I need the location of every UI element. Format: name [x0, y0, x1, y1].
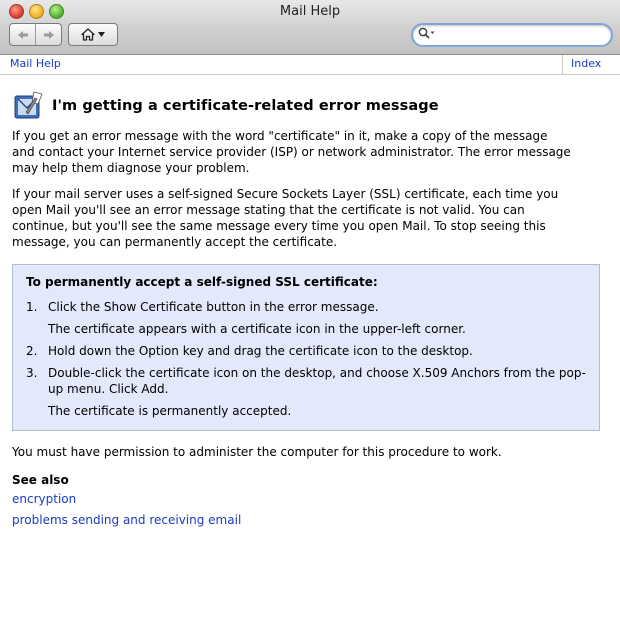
- home-button[interactable]: [68, 23, 118, 46]
- step-3-result: The certificate is permanently accepted.: [48, 404, 292, 418]
- page-title: I'm getting a certificate-related error message: [52, 98, 439, 114]
- divider: [562, 55, 563, 74]
- see-also-link-problems-email[interactable]: problems sending and receiving email: [12, 513, 242, 527]
- step-number: 1.: [26, 300, 38, 314]
- permission-note: You must have permission to administer the computer for this procedure to work.: [12, 445, 502, 459]
- help-content: [12, 84, 608, 527]
- step-1-result: The certificate appears with a certificate icon in the upper-left corner.: [48, 322, 466, 336]
- step-number: 2.: [26, 344, 38, 358]
- intro-paragraph: If you get an error message with the word "certificate" in it, make a copy of the message and contact your Internet service provider (ISP) or network administrator. The error message may help them diagnose your problem.: [12, 129, 571, 175]
- forward-arrow-icon: [43, 30, 55, 40]
- mail-app-icon: [12, 90, 44, 122]
- back-button[interactable]: [10, 24, 35, 45]
- search-input[interactable]: [441, 27, 605, 43]
- dropdown-arrow-icon: [98, 32, 105, 37]
- step-number: 3.: [26, 366, 38, 380]
- step-text: Hold down the Option key and drag the certificate icon to the desktop.: [48, 344, 473, 358]
- see-also-link-encryption[interactable]: encryption: [12, 492, 77, 506]
- back-arrow-icon: [17, 30, 29, 40]
- search-field[interactable]: [411, 23, 613, 47]
- step-text: Click the Show Certificate button in the error message.: [48, 300, 379, 314]
- forward-button[interactable]: [35, 24, 61, 45]
- back-forward-control: [9, 23, 62, 46]
- ssl-paragraph: If your mail server uses a self-signed Secure Sockets Layer (SSL) certificate, each time you open Mail you'll see an error message stating that the certificate is not valid. You can continue, but you'll see the same message every time you open Mail. To stop seeing this message, you can permanently accept the certificate.: [12, 187, 559, 249]
- toolbar: [0, 0, 620, 55]
- breadcrumb-mail-help[interactable]: Mail Help: [10, 57, 61, 70]
- window-title: Mail Help: [279, 4, 341, 19]
- index-link[interactable]: Index: [571, 57, 602, 70]
- search-icon: [418, 27, 436, 39]
- see-also-heading: See also: [12, 473, 69, 487]
- task-box: [12, 264, 600, 431]
- home-icon: [81, 28, 95, 41]
- step-text: Double-click the certificate icon on the desktop, and choose X.509 Anchors from the pop-up menu. Click Add.: [48, 366, 586, 396]
- breadcrumb-bar: [0, 55, 620, 75]
- task-title: To permanently accept a self-signed SSL certificate:: [26, 275, 378, 289]
- page-heading: [12, 84, 608, 128]
